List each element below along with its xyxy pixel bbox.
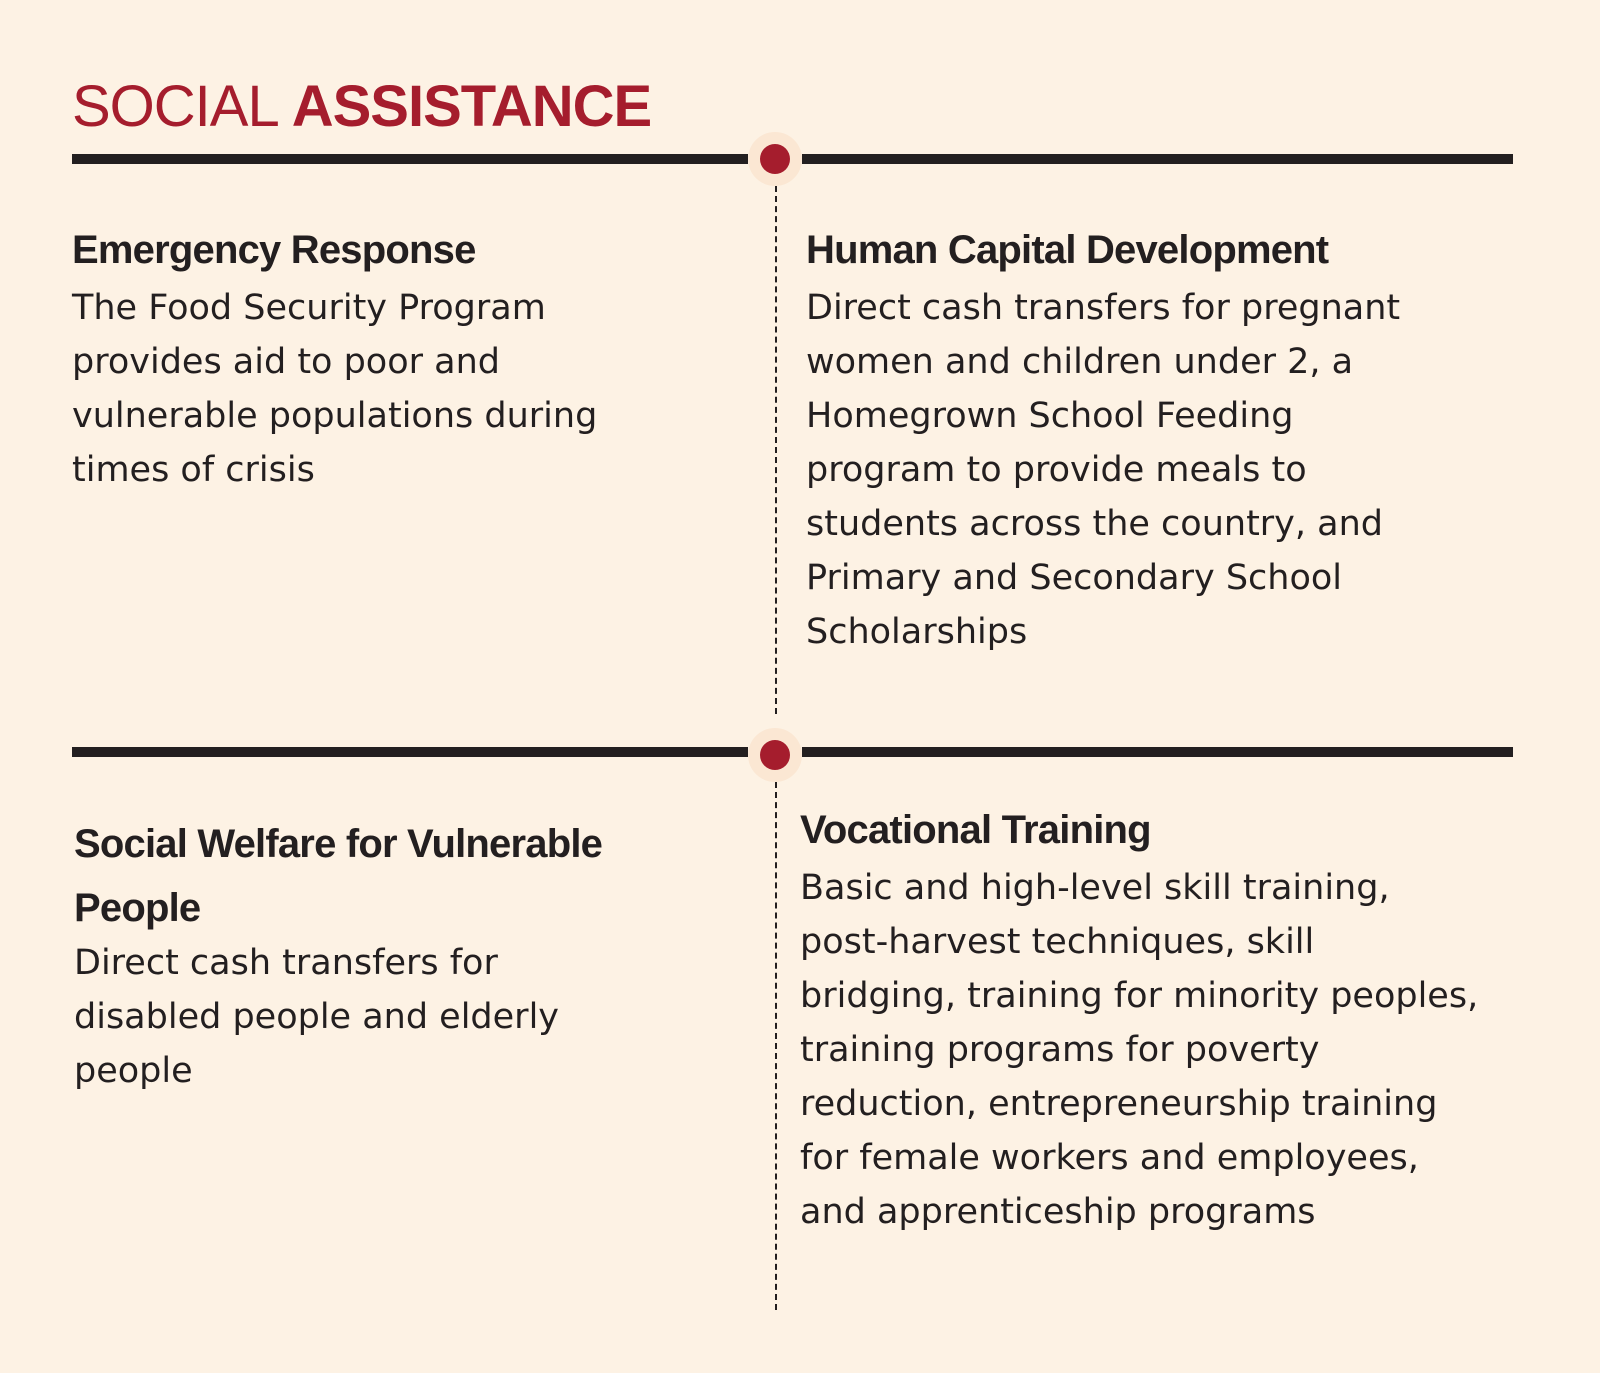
section-body: Basic and high-level skill training, post-harvest techniques, skill bridging, training for minority peoples, training programs for poverty reduction, entrepreneurship training for female workers and employees, and apprenticeship programs — [800, 868, 1479, 1232]
section-heading: Emergency Response — [72, 228, 476, 272]
column-separator-bottom — [775, 782, 777, 1310]
top-divider-left — [72, 154, 748, 164]
middle-divider-left — [72, 747, 748, 757]
section-body: The Food Security Program provides aid to poor and vulnerable populations during times of crisis — [72, 288, 598, 490]
middle-divider-node-icon — [748, 728, 802, 782]
section-body: Direct cash transfers for disabled people and elderly people — [74, 943, 560, 1091]
middle-divider-right — [802, 747, 1513, 757]
title-bold-part: ASSISTANCE — [291, 74, 652, 139]
column-separator-top — [775, 186, 777, 714]
middle-node-dot-icon — [760, 740, 790, 770]
top-divider-right — [802, 154, 1513, 164]
top-node-dot-icon — [760, 144, 790, 174]
section-heading: Vocational Training — [800, 808, 1151, 852]
section-heading: Social Welfare for Vulnerable People — [74, 822, 603, 930]
section-heading: Human Capital Development — [806, 228, 1329, 272]
page-title — [72, 72, 651, 142]
title-regular-part: SOCIAL — [72, 74, 292, 139]
top-divider-node-icon — [748, 132, 802, 186]
section-body: Direct cash transfers for pregnant women and children under 2, a Homegrown School Feeding program to provide meals to students across the country, and Primary and Secondary School Scholarships — [806, 288, 1401, 652]
